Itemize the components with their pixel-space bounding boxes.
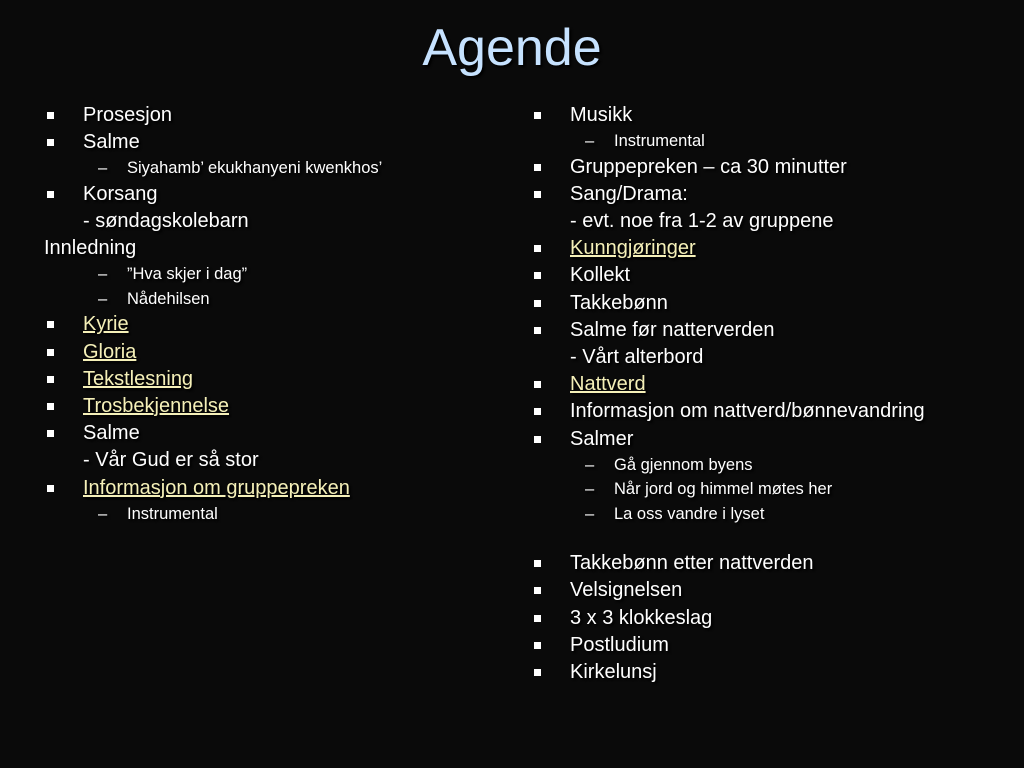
agenda-line xyxy=(531,344,1011,371)
agenda-line xyxy=(44,181,514,208)
agenda-item-text: Velsignelsen xyxy=(570,579,683,602)
square-bullet-icon xyxy=(534,587,541,594)
right-agenda-column xyxy=(531,102,1011,686)
dash-bullet-icon: – xyxy=(98,265,108,284)
agenda-line xyxy=(44,102,514,129)
square-bullet-icon xyxy=(47,112,54,119)
agenda-item-text: - Vårt alterbord xyxy=(570,346,704,368)
agenda-line xyxy=(531,235,1011,262)
agenda-line xyxy=(531,317,1011,344)
agenda-line xyxy=(44,311,514,338)
dash-bullet-icon: – xyxy=(585,455,595,474)
agenda-line xyxy=(44,502,514,527)
agenda-line xyxy=(44,287,514,312)
agenda-item-text: Prosesjon xyxy=(83,104,172,126)
agenda-link[interactable]: Nattverd xyxy=(570,373,646,396)
agenda-item-text: Instrumental xyxy=(614,132,705,151)
agenda-line xyxy=(44,208,514,235)
agenda-item-text: Korsang xyxy=(83,182,158,205)
agenda-item-text: - Vår Gud er så stor xyxy=(83,449,259,472)
agenda-item-text: Takkebønn xyxy=(570,291,668,314)
dash-bullet-icon: – xyxy=(98,504,108,523)
agenda-line xyxy=(44,447,514,474)
square-bullet-icon xyxy=(534,300,541,307)
agenda-line xyxy=(531,605,1011,632)
agenda-line xyxy=(531,632,1011,659)
agenda-line xyxy=(531,426,1011,453)
agenda-line xyxy=(531,154,1011,181)
square-bullet-icon xyxy=(534,381,541,388)
agenda-line xyxy=(531,453,1011,478)
agenda-line xyxy=(531,477,1011,502)
agenda-item-text: Gå gjennom byens xyxy=(614,455,753,474)
agenda-item-text: Siyahamb’ ekukhanyeni kwenkhos’ xyxy=(127,159,383,178)
agenda-line xyxy=(44,156,514,181)
agenda-line xyxy=(44,339,514,366)
square-bullet-icon xyxy=(47,403,54,410)
square-bullet-icon xyxy=(534,436,541,443)
agenda-line xyxy=(531,659,1011,686)
agenda-line xyxy=(44,366,514,393)
square-bullet-icon xyxy=(534,615,541,622)
agenda-line xyxy=(531,181,1011,208)
square-bullet-icon xyxy=(534,560,541,567)
slide-title: Agende xyxy=(422,19,602,77)
agenda-line xyxy=(531,290,1011,317)
square-bullet-icon xyxy=(534,164,541,171)
agenda-item-text: Informasjon om nattverd/bønnevandring xyxy=(570,400,925,423)
agenda-line xyxy=(531,502,1011,527)
agenda-link[interactable]: Kunngjøringer xyxy=(570,237,696,260)
square-bullet-icon xyxy=(534,408,541,415)
agenda-line xyxy=(531,371,1011,398)
square-bullet-icon xyxy=(47,349,54,356)
agenda-line xyxy=(531,102,1011,129)
agenda-link[interactable]: Tekstlesning xyxy=(83,367,194,390)
square-bullet-icon xyxy=(534,327,541,334)
agenda-line xyxy=(44,420,514,447)
agenda-item-text: Kollekt xyxy=(570,264,631,287)
square-bullet-icon xyxy=(47,321,54,328)
square-bullet-icon xyxy=(47,191,54,198)
agenda-item-text: Kirkelunsj xyxy=(570,661,657,683)
agenda-item-text: Musikk xyxy=(570,104,633,126)
square-bullet-icon xyxy=(47,485,54,492)
agenda-link[interactable]: Informasjon om gruppepreken xyxy=(83,476,350,499)
square-bullet-icon xyxy=(534,642,541,649)
agenda-item-text: - evt. noe fra 1-2 av gruppene xyxy=(570,210,834,233)
agenda-item-text: Når jord og himmel møtes her xyxy=(614,480,833,499)
left-agenda-column xyxy=(44,102,514,526)
agenda-item-text: ”Hva skjer i dag” xyxy=(127,265,248,284)
agenda-link[interactable]: Gloria xyxy=(83,340,137,363)
agenda-line xyxy=(531,550,1011,577)
agenda-line xyxy=(44,475,514,502)
agenda-item-text: Takkebønn etter nattverden xyxy=(570,552,814,575)
agenda-line xyxy=(531,129,1011,154)
agenda-item-text: Innledning xyxy=(44,237,137,260)
square-bullet-icon xyxy=(534,112,541,119)
agenda-line xyxy=(531,262,1011,289)
agenda-item-text: Salmer xyxy=(570,427,634,450)
agenda-line xyxy=(531,398,1011,425)
agenda-item-text: Salme xyxy=(83,131,140,154)
square-bullet-icon xyxy=(47,430,54,437)
agenda-item-text: Salme før natterverden xyxy=(570,318,775,341)
dash-bullet-icon: – xyxy=(98,159,108,178)
agenda-item-text: - søndagskolebarn xyxy=(83,210,249,233)
agenda-item-text: Nådehilsen xyxy=(127,289,210,308)
agenda-item-text: Sang/Drama: xyxy=(570,182,688,205)
agenda-line xyxy=(44,393,514,420)
square-bullet-icon xyxy=(534,191,541,198)
agenda-link[interactable]: Trosbekjennelse xyxy=(83,395,230,417)
square-bullet-icon xyxy=(47,139,54,146)
agenda-item-text: 3 x 3 klokkeslag xyxy=(570,606,713,629)
agenda-link[interactable]: Kyrie xyxy=(83,313,129,336)
dash-bullet-icon: – xyxy=(585,504,595,523)
agenda-item-text: Salme xyxy=(83,422,140,445)
agenda-line xyxy=(44,235,514,262)
agenda-line xyxy=(44,262,514,287)
square-bullet-icon xyxy=(534,245,541,252)
dash-bullet-icon: – xyxy=(98,289,108,308)
agenda-item-text: Instrumental xyxy=(127,504,218,523)
agenda-line xyxy=(531,577,1011,604)
agenda-item-text: Postludium xyxy=(570,633,669,656)
agenda-line xyxy=(531,526,1011,550)
square-bullet-icon xyxy=(534,272,541,279)
agenda-line xyxy=(531,208,1011,235)
dash-bullet-icon: – xyxy=(585,132,595,151)
dash-bullet-icon: – xyxy=(585,480,595,499)
agenda-item-text: Gruppepreken – ca 30 minutter xyxy=(570,155,847,178)
square-bullet-icon xyxy=(47,376,54,383)
agenda-line xyxy=(44,129,514,156)
square-bullet-icon xyxy=(534,669,541,676)
agenda-item-text: La oss vandre i lyset xyxy=(614,504,765,523)
